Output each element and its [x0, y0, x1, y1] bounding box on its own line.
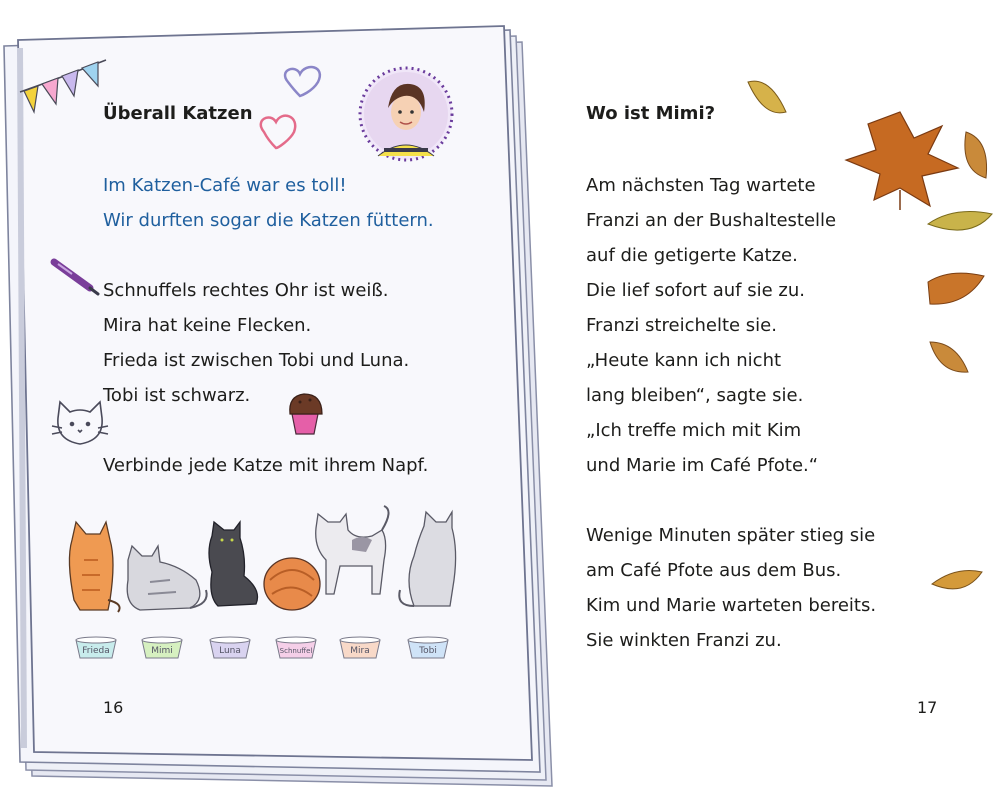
bowl: [210, 637, 250, 658]
story-line: lang bleiben“, sagte sie.: [586, 385, 804, 406]
story-line: Die lief sofort auf sie zu.: [586, 280, 805, 301]
story-line: „Heute kann ich nicht: [586, 350, 782, 371]
bowl: [340, 637, 380, 658]
bowl-row: [60, 632, 460, 666]
story-line: Franzi an der Bushaltestelle: [586, 210, 837, 231]
bowl-label: Luna: [219, 646, 241, 656]
cat-orange-curled: [264, 558, 320, 610]
page-number-right: 17: [917, 698, 938, 717]
story-line: auf die getigerte Katze.: [586, 245, 798, 266]
story-line: Wenige Minuten später stieg sie: [586, 525, 876, 546]
page-number-left: 16: [103, 698, 124, 717]
story-line: Sie winkten Franzi zu.: [586, 630, 782, 651]
story-line: Franzi streichelte sie.: [586, 315, 777, 336]
story-line: und Marie im Café Pfote.“: [586, 455, 819, 476]
clue-line: Schnuffels rechtes Ohr ist weiß.: [103, 280, 389, 301]
autumn-leaf-icon: [748, 81, 992, 589]
bowl: [76, 637, 116, 658]
bowl: [276, 637, 316, 658]
clue-line: Frieda ist zwischen Tobi und Luna.: [103, 350, 410, 371]
bowl-label: Mimi: [151, 646, 173, 656]
left-page-title: Überall Katzen: [103, 103, 253, 124]
right-page-title: Wo ist Mimi?: [586, 103, 716, 124]
bowl-label: Schnuffel: [279, 647, 313, 655]
story-line: Kim und Marie warteten bereits.: [586, 595, 877, 616]
notebook: [4, 26, 552, 786]
story-line: am Café Pfote aus dem Bus.: [586, 560, 842, 581]
bowl-label: Mira: [350, 646, 370, 656]
intro-line: Im Katzen-Café war es toll!: [103, 175, 347, 196]
instruction-text: Verbinde jede Katze mit ihrem Napf.: [103, 455, 429, 476]
story-line: Am nächsten Tag wartete: [586, 175, 816, 196]
bowl-label: Tobi: [419, 646, 437, 656]
bowl: [408, 637, 448, 658]
bowl: [142, 637, 182, 658]
intro-line: Wir durften sogar die Katzen füttern.: [103, 210, 434, 231]
clue-line: Mira hat keine Flecken.: [103, 315, 312, 336]
story-line: „Ich treffe mich mit Kim: [586, 420, 802, 441]
bowl-label: Frieda: [82, 646, 110, 656]
girl-portrait: [360, 68, 452, 160]
clue-line: Tobi ist schwarz.: [103, 385, 251, 406]
